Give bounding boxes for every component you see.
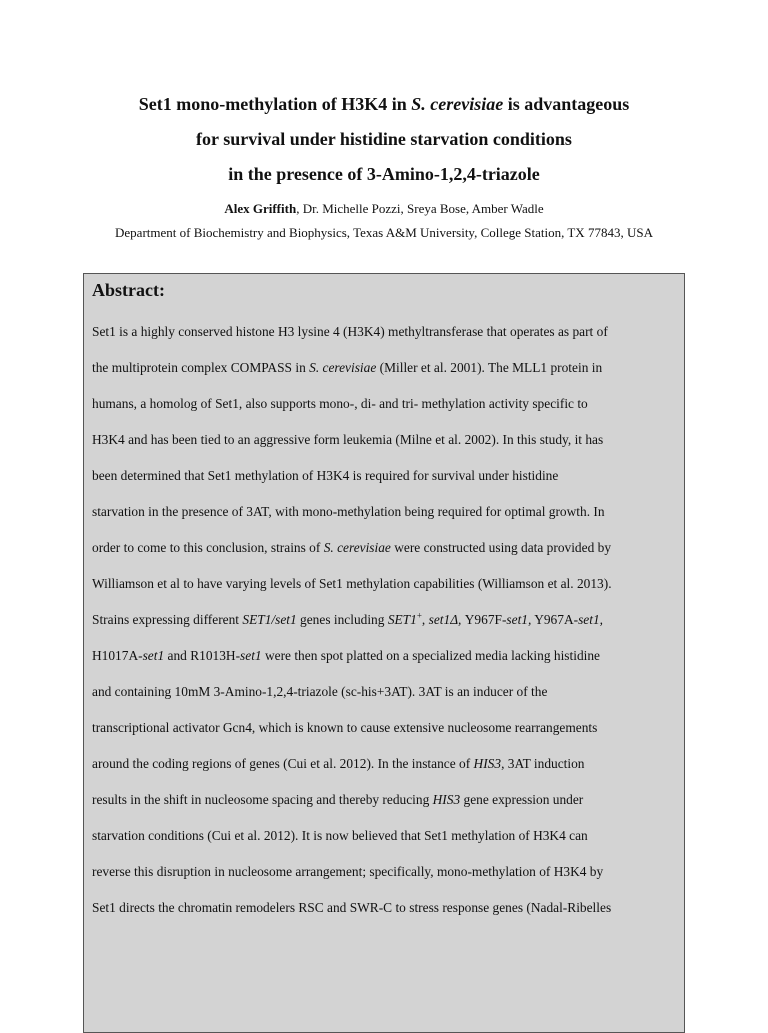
abstract-line: Strains expressing different SET1/set1 genes including SET1+, set1Δ, Y967F-set1, Y967A-set1, xyxy=(92,610,604,627)
first-author: Alex Griffith xyxy=(224,201,297,216)
abstract-line: order to come to this conclusion, strains of S. cerevisiae were constructed using data provided by xyxy=(92,540,612,555)
abstract-line: the multiprotein complex COMPASS in S. cerevisiae (Miller et al. 2001). The MLL1 protein in xyxy=(92,360,603,375)
abstract-line: around the coding regions of genes (Cui et al. 2012). In the instance of HIS3, 3AT induction xyxy=(92,756,585,771)
abstract-line: starvation conditions (Cui et al. 2012). It is now believed that Set1 methylation of H3K4 can xyxy=(92,828,588,843)
abstract-line: Set1 is a highly conserved histone H3 lysine 4 (H3K4) methyltransferase that operates as part of xyxy=(92,324,608,339)
title-text: Set1 mono-methylation of H3K4 in xyxy=(138,94,412,114)
abstract-line: results in the shift in nucleosome spacing and thereby reducing HIS3 gene expression under xyxy=(92,792,584,807)
abstract-heading: Abstract: xyxy=(92,280,165,300)
abstract-line: H1017A-set1 and R1013H-set1 were then spot platted on a specialized media lacking histidine xyxy=(92,648,601,663)
paper-title xyxy=(0,94,768,199)
abstract-line: been determined that Set1 methylation of H3K4 is required for survival under histidine xyxy=(92,468,559,483)
title-line-2: for survival under histidine starvation conditions xyxy=(196,129,572,149)
title-species: S. cerevisiae xyxy=(411,94,504,114)
affiliation: Department of Biochemistry and Biophysics, Texas A&M University, College Station, TX 77843, USA xyxy=(115,225,653,240)
author-list xyxy=(0,201,768,217)
title-line-1 xyxy=(0,94,768,115)
abstract-line: and containing 10mM 3-Amino-1,2,4-triazole (sc-his+3AT). 3AT is an inducer of the xyxy=(92,684,548,699)
abstract-line: Williamson et al to have varying levels of Set1 methylation capabilities (Williamson et al. 2013). xyxy=(92,576,612,591)
title-line-3: in the presence of 3-Amino-1,2,4-triazole xyxy=(228,164,540,184)
abstract-box xyxy=(83,273,685,1033)
abstract-line: Set1 directs the chromatin remodelers RSC and SWR-C to stress response genes (Nadal-Ribelles xyxy=(92,900,612,915)
abstract-line: humans, a homolog of Set1, also supports mono-, di- and tri- methylation activity specific to xyxy=(92,396,588,411)
abstract-line: reverse this disruption in nucleosome arrangement; specifically, mono-methylation of H3K4 by xyxy=(92,864,604,879)
abstract-line: transcriptional activator Gcn4, which is known to cause extensive nucleosome rearrangements xyxy=(92,720,598,735)
other-authors: , Dr. Michelle Pozzi, Sreya Bose, Amber Wadle xyxy=(296,201,544,216)
abstract-line: starvation in the presence of 3AT, with mono-methylation being required for optimal growth. In xyxy=(92,504,605,519)
title-text: is advantageous xyxy=(503,94,630,114)
abstract-line: H3K4 and has been tied to an aggressive form leukemia (Milne et al. 2002). In this study, it has xyxy=(92,432,604,447)
